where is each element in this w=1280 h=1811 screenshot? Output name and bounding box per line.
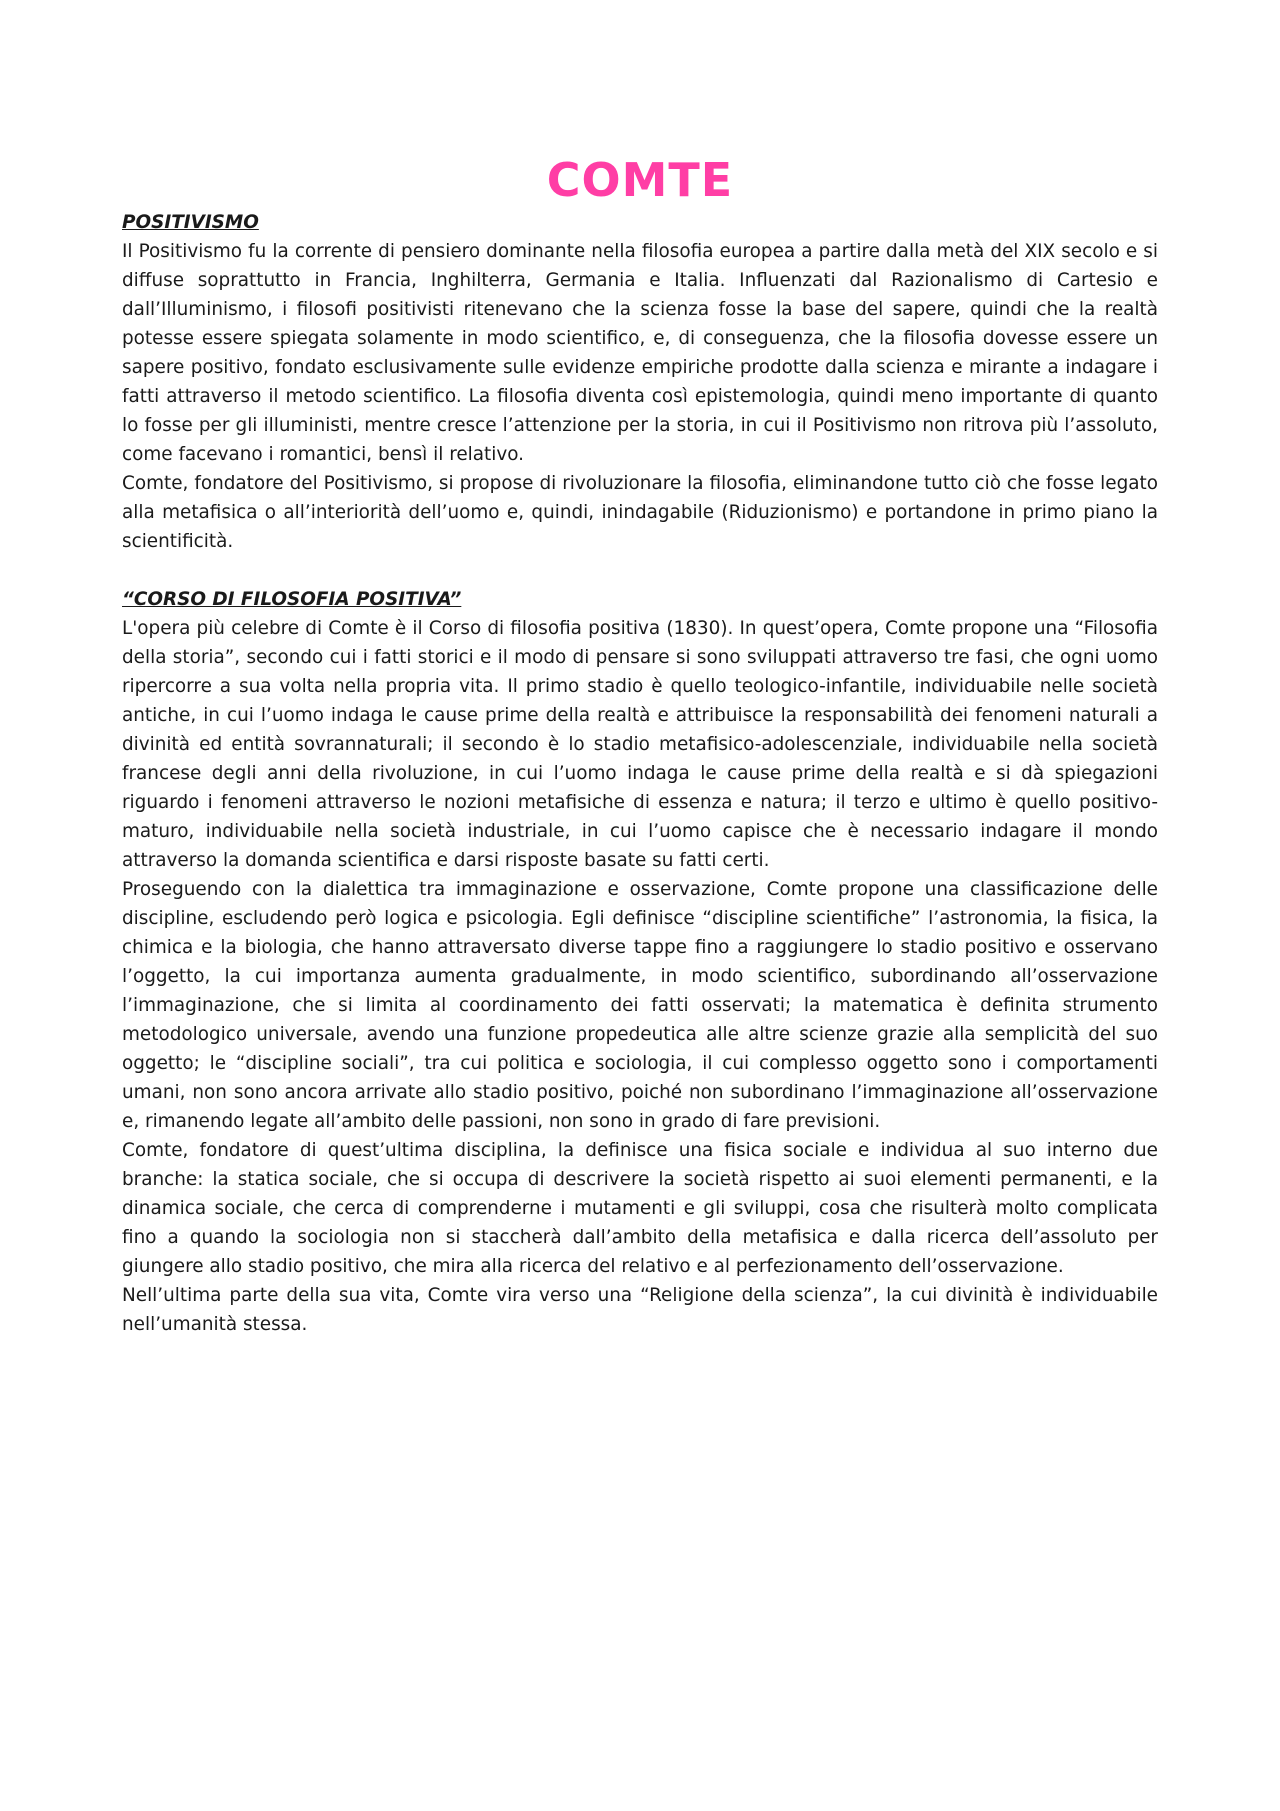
document-page	[122, 150, 1158, 1339]
paragraph: Proseguendo con la dialettica tra immaginazione e osservazione, Comte propone una classificazione delle discipline, escludendo però logica e psicologia. Egli definisce “discipline scientifiche” l’astronomia, la fisica, la chimica e la biologia, che hanno attraversato diverse tappe fino a raggiungere lo stadio positivo e osservano l’oggetto, la cui importanza aumenta gradualmente, in modo scientifico, subordinando all’osservazione l’immaginazione, che si limita al coordinamento dei fatti osservati; la matematica è definita strumento metodologico universale, avendo una funzione propedeutica alle altre scienze grazie alla semplicità del suo oggetto; le “discipline sociali”, tra cui politica e sociologia, il cui complesso oggetto sono i comportamenti umani, non sono ancora arrivate allo stadio positivo, poiché non subordinano l’immaginazione all’osservazione e, rimanendo legate all’ambito delle passioni, non sono in grado di fare previsioni.	[122, 879, 1158, 1132]
section-positivismo	[122, 208, 1158, 556]
section-spacer	[122, 556, 1158, 585]
section-corso-di-filosofia-positiva	[122, 585, 1158, 1339]
page-title: COMTE	[546, 153, 734, 207]
section-heading-positivismo: POSITIVISMO	[122, 212, 259, 233]
section-heading-corso: “CORSO DI FILOSOFIA POSITIVA”	[122, 589, 462, 610]
paragraph: Comte, fondatore del Positivismo, si propose di rivoluzionare la filosofia, eliminandone tutto ciò che fosse legato alla metafisica o all’interiorità dell’uomo e, quindi, inindagabile (Riduzionismo) e portandone in primo piano la scientificità.	[122, 473, 1158, 552]
paragraph: Nell’ultima parte della sua vita, Comte vira verso una “Religione della scienza”, la cui divinità è individuabile nell’umanità stessa.	[122, 1285, 1158, 1335]
paragraph: Comte, fondatore di quest’ultima disciplina, la definisce una fisica sociale e individua al suo interno due branche: la statica sociale, che si occupa di descrivere la società rispetto ai suoi elementi permanenti, e la dinamica sociale, che cerca di comprenderne i mutamenti e gli sviluppi, cosa che risulterà molto complicata fino a quando la sociologia non si staccherà dall’ambito della metafisica e dalla ricerca dell’assoluto per giungere allo stadio positivo, che mira alla ricerca del relativo e al perfezionamento dell’osservazione.	[122, 1140, 1158, 1277]
paragraph: L'opera più celebre di Comte è il Corso di filosofia positiva (1830). In quest’opera, Comte propone una “Filosofia della storia”, secondo cui i fatti storici e il modo di pensare si sono sviluppati attraverso tre fasi, che ogni uomo ripercorre a sua volta nella propria vita. Il primo stadio è quello teologico-infantile, individuabile nelle società antiche, in cui l’uomo indaga le cause prime della realtà e attribuisce la responsabilità dei fenomeni naturali a divinità ed entità sovrannaturali; il secondo è lo stadio metafisico-adolescenziale, individuabile nella società francese degli anni della rivoluzione, in cui l’uomo indaga le cause prime della realtà e si dà spiegazioni riguardo i fenomeni attraverso le nozioni metafisiche di essenza e natura; il terzo e ultimo è quello positivo-maturo, individuabile nella società industriale, in cui l’uomo capisce che è necessario indagare il mondo attraverso la domanda scientifica e darsi risposte basate su fatti certi.	[122, 618, 1158, 871]
paragraph: Il Positivismo fu la corrente di pensiero dominante nella filosofia europea a partire dalla metà del XIX secolo e si diffuse soprattutto in Francia, Inghilterra, Germania e Italia. Influenzati dal Razionalismo di Cartesio e dall’Illuminismo, i filosofi positivisti ritenevano che la scienza fosse la base del sapere, quindi che la realtà potesse essere spiegata solamente in modo scientifico, e, di conseguenza, che la filosofia dovesse essere un sapere positivo, fondato esclusivamente sulle evidenze empiriche prodotte dalla scienza e mirante a indagare i fatti attraverso il metodo scientifico. La filosofia diventa così epistemologia, quindi meno importante di quanto lo fosse per gli illuministi, mentre cresce l’attenzione per la storia, in cui il Positivismo non ritrova più l’assoluto, come facevano i romantici, bensì il relativo.	[122, 241, 1158, 465]
